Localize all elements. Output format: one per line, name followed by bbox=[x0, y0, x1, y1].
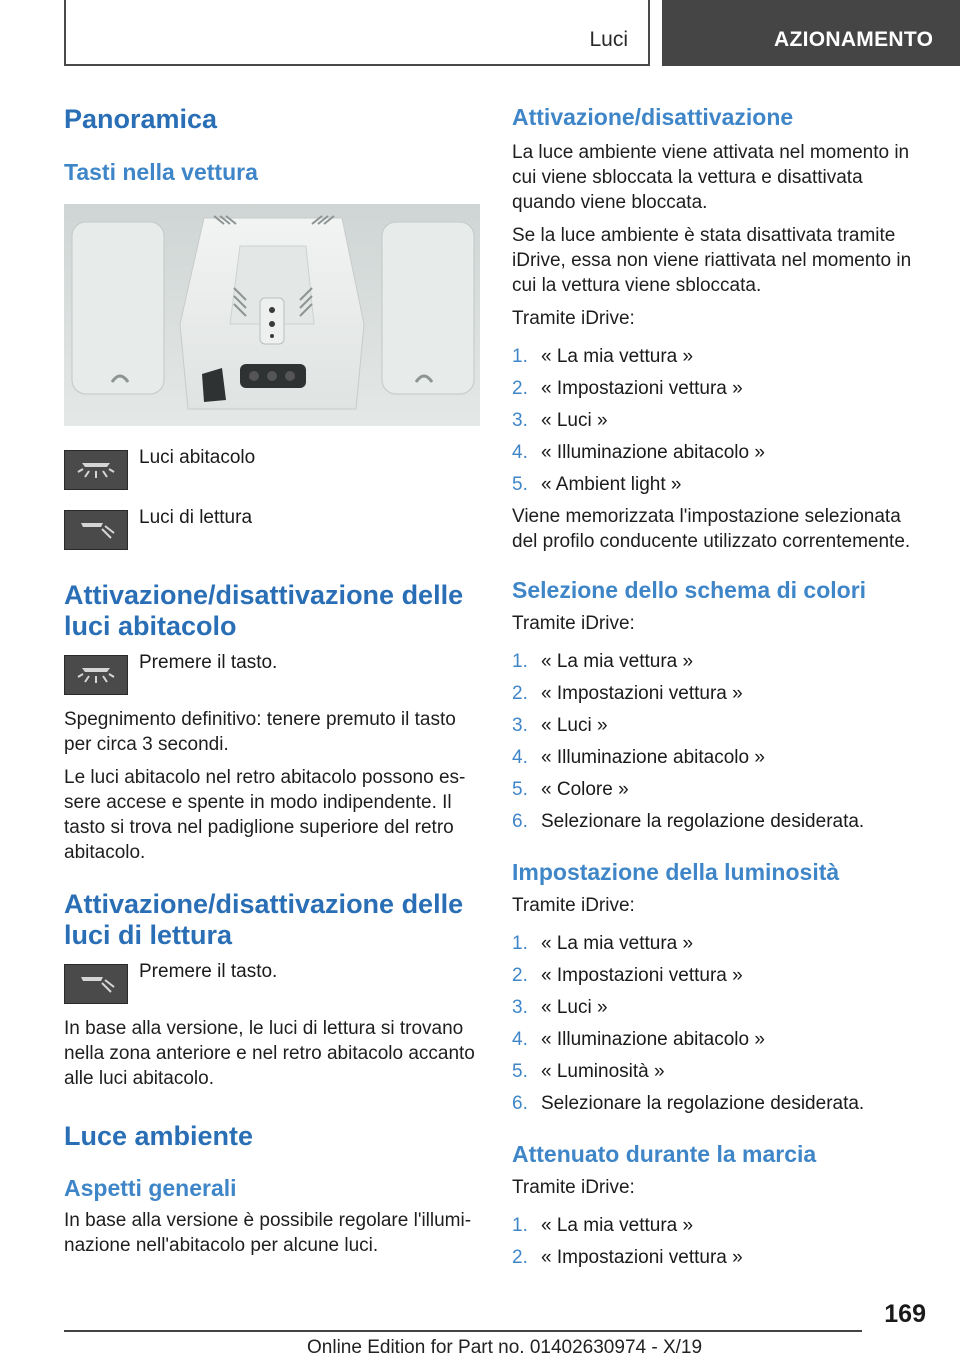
heading-reading-onoff: Attivazione/disattivazione delle luci di lettura bbox=[64, 889, 464, 950]
reading-light-button-icon bbox=[64, 510, 128, 550]
reading-paragraph-1: In base alla versione, le luci di lettura si trovano nella zona anteriore e nel retro abitacolo accanto alle luci abitacolo. bbox=[64, 1018, 475, 1089]
key-label-interior: Luci abitacolo bbox=[139, 447, 256, 468]
header-section-title: Luci bbox=[589, 28, 628, 51]
list-item: 6. Selezionare la regolazione desiderata. bbox=[512, 811, 865, 832]
color-steps bbox=[512, 649, 922, 834]
heading-color: Selezione dello schema di colori bbox=[512, 577, 867, 603]
roof-console-illustration bbox=[64, 204, 480, 426]
general-paragraph-1: In base alla versione è possibile regolare l'illumi- nazione nell'abitacolo per alcune luci. bbox=[64, 1210, 472, 1256]
key-row-reading bbox=[64, 507, 484, 550]
brightness-via: Tramite iDrive: bbox=[512, 895, 635, 916]
list-item: 3. « Luci » bbox=[512, 715, 608, 736]
dimmed-steps bbox=[512, 1213, 922, 1270]
list-item: 1. « La mia vettura » bbox=[512, 651, 694, 672]
dimmed-via: Tramite iDrive: bbox=[512, 1177, 635, 1198]
list-item: 2. « Impostazioni vettura » bbox=[512, 378, 743, 399]
list-item: 2. « Impostazioni vettura » bbox=[512, 965, 743, 986]
list-item: 1. « La mia vettura » bbox=[512, 1215, 694, 1236]
heading-brightness: Impostazione della luminosità bbox=[512, 859, 840, 885]
list-item: 2. « Impostazioni vettura » bbox=[512, 683, 743, 704]
activation-steps bbox=[512, 344, 922, 497]
activation-via: Tramite iDrive: bbox=[512, 308, 635, 329]
heading-buttons: Tasti nella vettura bbox=[64, 159, 258, 185]
activation-paragraph-1: La luce ambiente viene attivata nel momento in cui viene sbloccata la vettura e disattivata quando viene bloccata. bbox=[512, 142, 910, 213]
list-item: 4. « Illuminazione abitacolo » bbox=[512, 747, 765, 768]
list-item: 6. Selezionare la regolazione desiderata. bbox=[512, 1093, 865, 1114]
reading-light-button-icon-2 bbox=[64, 964, 128, 1004]
heading-overview: Panoramica bbox=[64, 104, 218, 134]
interior-paragraph-1: Spegnimento definitivo: tenere premuto il tasto per circa 3 secondi. bbox=[64, 709, 456, 755]
list-item: 2. « Impostazioni vettura » bbox=[512, 1247, 743, 1268]
heading-ambient: Luce ambiente bbox=[64, 1121, 254, 1151]
color-via: Tramite iDrive: bbox=[512, 613, 635, 634]
left-column bbox=[64, 100, 484, 1258]
key-label-reading: Luci di lettura bbox=[139, 507, 253, 528]
activation-paragraph-3: Viene memorizzata l'impostazione selezionata del profilo conducente utilizzato correntemente. bbox=[512, 506, 911, 552]
list-item: 4. « Illuminazione abitacolo » bbox=[512, 442, 765, 463]
activation-paragraph-2: Se la luce ambiente è stata disattivata tramite iDrive, essa non viene riattivata nel momento in cui la vettura viene sbloccata. bbox=[512, 225, 912, 296]
list-item: 4. « Illuminazione abitacolo » bbox=[512, 1029, 765, 1050]
roof-console-photo bbox=[64, 204, 480, 426]
interior-press-text: Premere il tasto. bbox=[139, 652, 278, 673]
header-frame bbox=[64, 0, 650, 66]
list-item: 3. « Luci » bbox=[512, 410, 608, 431]
interior-paragraph-2: Le luci abitacolo nel retro abitacolo possono es- sere accese e spente in modo indipendente. Il tasto si trova nel padiglione superiore del retro abitacolo. bbox=[64, 767, 466, 863]
list-item: 5. « Luminosità » bbox=[512, 1061, 665, 1082]
list-item: 5. « Colore » bbox=[512, 779, 629, 800]
interior-light-button-icon bbox=[64, 450, 128, 490]
footer-divider bbox=[64, 1330, 862, 1332]
interior-light-button-icon-2 bbox=[64, 655, 128, 695]
right-column bbox=[512, 100, 922, 1270]
brightness-steps bbox=[512, 931, 922, 1116]
list-item: 1. « La mia vettura » bbox=[512, 346, 694, 367]
page-header bbox=[64, 0, 960, 66]
list-item: 3. « Luci » bbox=[512, 997, 608, 1018]
header-chapter-tab: AZIONAMENTO bbox=[662, 0, 960, 66]
list-item: 1. « La mia vettura » bbox=[512, 933, 694, 954]
list-item: 5. « Ambient light » bbox=[512, 474, 682, 495]
heading-dimmed: Attenuato durante la marcia bbox=[512, 1141, 817, 1167]
key-row-interior bbox=[64, 447, 484, 490]
heading-general: Aspetti generali bbox=[64, 1175, 237, 1201]
reading-press-text: Premere il tasto. bbox=[139, 961, 278, 982]
heading-interior-onoff: Attivazione/disattivazione delle luci abitacolo bbox=[64, 580, 464, 641]
key-row-interior-press bbox=[64, 652, 484, 695]
edition-note: Online Edition for Part no. 01402630974 - X/19 bbox=[307, 1337, 703, 1358]
page-number: 169 bbox=[884, 1300, 926, 1328]
key-row-reading-press bbox=[64, 961, 484, 1004]
heading-activation: Attivazione/disattivazione bbox=[512, 104, 794, 130]
